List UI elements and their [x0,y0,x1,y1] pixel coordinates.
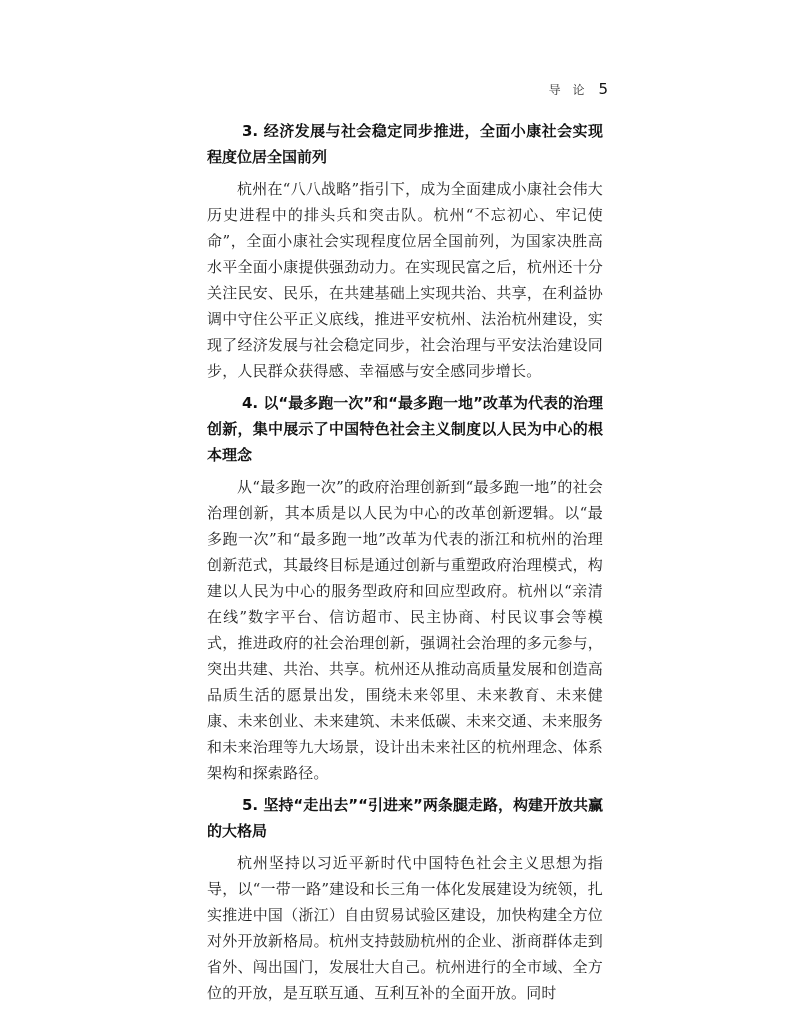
running-head-title: 导 论 [548,82,589,97]
body-paragraph: 杭州在“八八战略”指引下，成为全面建成小康社会伟大历史进程中的排头兵和突击队。杭州“不忘初心、牢记使命”，全面小康社会实现程度位居全国前列，为国家决胜高水平全面小康提供强劲动力。在实现民富之后，杭州还十分关注民安、民乐，在共建基础上实现共治、共享，在利益协调中守住公平正义底线，推进平安杭州、法治杭州建设，实现了经济发展与社会稳定同步，社会治理与平安法治建设同步，人民群众获得感、幸福感与安全感同步增长。 [207,180,603,380]
section-4 [207,390,603,786]
section-heading: 3. 经济发展与社会稳定同步推进，全面小康社会实现程度位居全国前列 [207,122,603,166]
body-paragraph: 杭州坚持以习近平新时代中国特色社会主义思想为指导，以“一带一路”建设和长三角一体化发展建设为统领，扎实推进中国（浙江）自由贸易试验区建设，加快构建全方位对外开放新格局。杭州支持鼓励杭州的企业、浙商群体走到省外、闯出国门，发展壮大自己。杭州进行的全市域、全方位的开放，是互联互通、互利互补的全面开放。同时 [207,854,603,1002]
section-heading: 4. 以“最多跑一次”和“最多跑一地”改革为代表的治理创新，集中展示了中国特色社会主义制度以人民为中心的根本理念 [207,394,603,464]
page-body [207,118,603,1012]
body-paragraph: 从“最多跑一次”的政府治理创新到“最多跑一地”的社会治理创新，其本质是以人民为中心的改革创新逻辑。以“最多跑一次”和“最多跑一地”改革为代表的浙江和杭州的治理创新范式，其最终目标是通过创新与重塑政府治理模式，构建以人民为中心的服务型政府和回应型政府。杭州以“亲清在线”数字平台、信访超市、民主协商、村民议事会等模式，推进政府的社会治理创新，强调社会治理的多元参与，突出共建、共治、共享。杭州还从推动高质量发展和创造高品质生活的愿景出发，围绕未来邻里、未来教育、未来健康、未来创业、未来建筑、未来低碳、未来交通、未来服务和未来治理等九大场景，设计出未来社区的杭州理念、体系架构和探索路径。 [207,478,603,782]
page-number: 5 [598,80,608,98]
section-heading: 5. 坚持“走出去”“引进来”两条腿走路，构建开放共赢的大格局 [207,796,603,840]
section-3 [207,118,603,384]
running-head [548,78,608,100]
section-5 [207,792,603,1006]
